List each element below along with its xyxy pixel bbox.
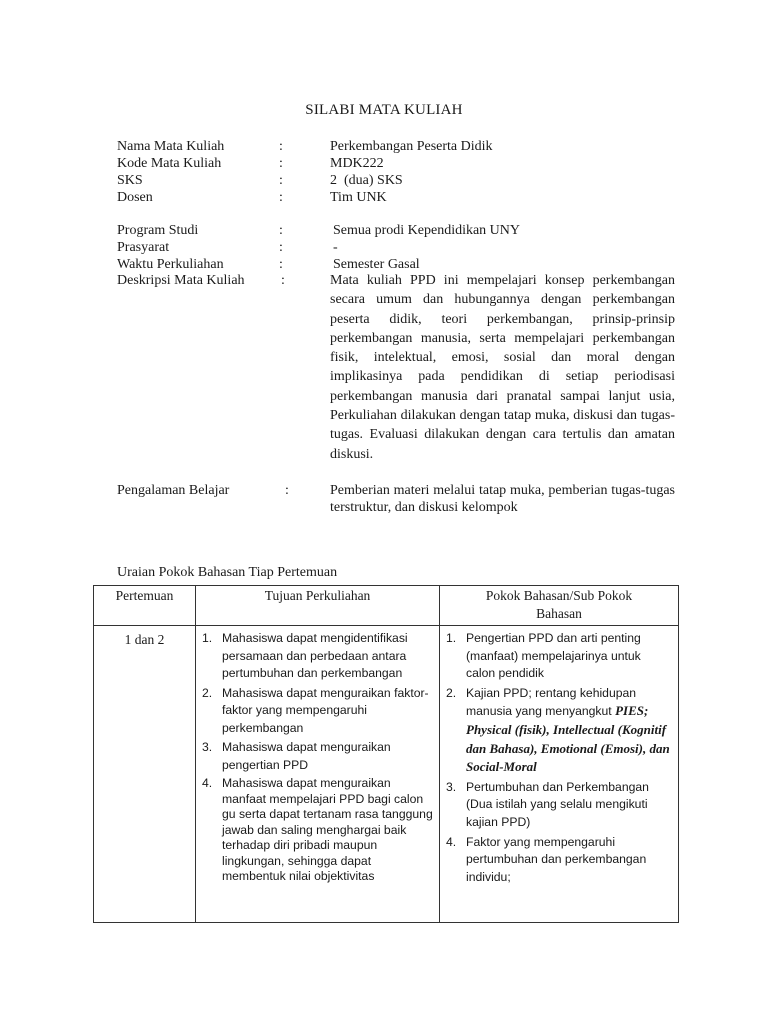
table-header-row — [94, 586, 679, 626]
header-topics: Pokok Bahasan/Sub Pokok Bahasan — [440, 586, 679, 626]
field-label: Prasyarat — [117, 240, 170, 255]
field-label: Dosen — [117, 190, 153, 205]
description-text: Mata kuliah PPD ini mempelajari konsep perkembangan secara umum dan hubungannya dengan perkembangan peserta didik, teori perkembangan, prinsip-prinsip perkembangan manusia, serta mempelajari perkembangan fisik, intelektual, emosi, sosial dan moral dengan implikasinya pada pendidikan di setiap periodisasi perkembangan manusia dari pranatal sampai lanjut usia, Perkuliahan dilakukan dengan tatap muka, diskusi dan tugas-tugas. Evaluasi dilakukan dengan cara tertulis dan amatan diskusi. — [330, 273, 675, 462]
item-text: Mahasiswa dapat menguraikan pengertian PPD — [222, 740, 391, 772]
field-label: Kode Mata Kuliah — [117, 156, 222, 171]
topics-table — [93, 585, 679, 923]
objectives-list — [196, 626, 439, 885]
field-colon: : — [285, 483, 289, 498]
item-text: Mahasiswa dapat mengidentifikasi persamaan dan perbedaan antara pertumbuhan dan perkembangan — [222, 631, 408, 680]
field-label: Deskripsi Mata Kuliah — [117, 273, 245, 288]
field-label: SKS — [117, 173, 143, 188]
list-item — [196, 630, 439, 683]
list-item — [440, 834, 678, 887]
item-text: Mahasiswa dapat menguraikan faktor-faktor yang mempengaruhi perkembangan — [222, 685, 429, 735]
meeting-cell: 1 dan 2 — [94, 626, 196, 923]
field-value: Semester Gasal — [333, 257, 420, 272]
list-item — [196, 776, 439, 885]
field-label: Nama Mata Kuliah — [117, 139, 225, 154]
item-number: 2. — [202, 685, 213, 700]
item-number: 2. — [446, 685, 457, 700]
field-value: - — [333, 240, 338, 255]
table-row — [94, 626, 679, 923]
item-number: 1. — [446, 631, 457, 645]
topics-list — [440, 626, 678, 886]
list-item — [196, 685, 439, 738]
field-label: Program Studi — [117, 223, 199, 238]
field-colon: : — [279, 156, 283, 171]
field-colon: : — [279, 240, 283, 255]
field-value: 2 (dua) SKS — [330, 173, 403, 188]
list-item — [440, 685, 678, 777]
field-colon: : — [279, 173, 283, 188]
header-objectives: Tujuan Perkuliahan — [196, 586, 440, 626]
list-item — [440, 779, 678, 832]
item-number: 4. — [446, 834, 457, 849]
topics-cell — [440, 626, 679, 923]
page-title: SILABI MATA KULIAH — [305, 102, 463, 118]
learning-experience-text: Pemberian materi melalui tatap muka, pemberian tugas-tugas terstruktur, dan diskusi kelompok — [330, 483, 675, 515]
item-number: 3. — [446, 779, 457, 794]
item-text: Faktor yang mempengaruhi pertumbuhan dan perkembangan individu; — [466, 834, 647, 884]
field-value: Semua prodi Kependidikan UNY — [333, 223, 521, 238]
field-value: Perkembangan Peserta Didik — [330, 139, 493, 154]
item-number: 3. — [202, 740, 213, 754]
list-item — [440, 630, 678, 683]
field-colon: : — [281, 273, 285, 288]
header-meeting: Pertemuan — [94, 586, 196, 626]
field-label: Waktu Perkuliahan — [117, 257, 224, 272]
item-text: Pengertian PPD dan arti penting (manfaat) mempelajarinya untuk calon pendidik — [466, 631, 641, 681]
item-emphasis: PIES; Physical (fisik), Intellectual (Kognitif dan Bahasa), Emotional (Emosi), dan Social-Moral — [466, 703, 670, 775]
field-label: Pengalaman Belajar — [117, 483, 230, 498]
list-item — [196, 739, 439, 774]
field-colon: : — [279, 257, 283, 272]
field-colon: : — [279, 223, 283, 238]
item-number: 1. — [202, 631, 213, 645]
objectives-cell — [196, 626, 440, 923]
item-text: Kajian PPD; rentang kehidupan manusia yang menyangkut — [466, 685, 637, 719]
field-value: Tim UNK — [330, 190, 387, 205]
table-caption: Uraian Pokok Bahasan Tiap Pertemuan — [117, 565, 338, 580]
field-colon: : — [279, 139, 283, 154]
field-colon: : — [279, 190, 283, 205]
item-number: 4. — [202, 776, 213, 790]
item-text: Pertumbuhan dan Perkembangan (Dua istilah yang selalu mengikuti kajian PPD) — [466, 779, 649, 829]
field-value: MDK222 — [330, 156, 384, 171]
item-text: Mahasiswa dapat menguraikan manfaat mempelajari PPD bagi calon gu serta dapat tertanam rasa tanggung jawab dan saling menghargai baik terhadap diri pribadi maupun lingkungan, sehingga dapat membentuk nilai objektivitas — [222, 776, 433, 883]
